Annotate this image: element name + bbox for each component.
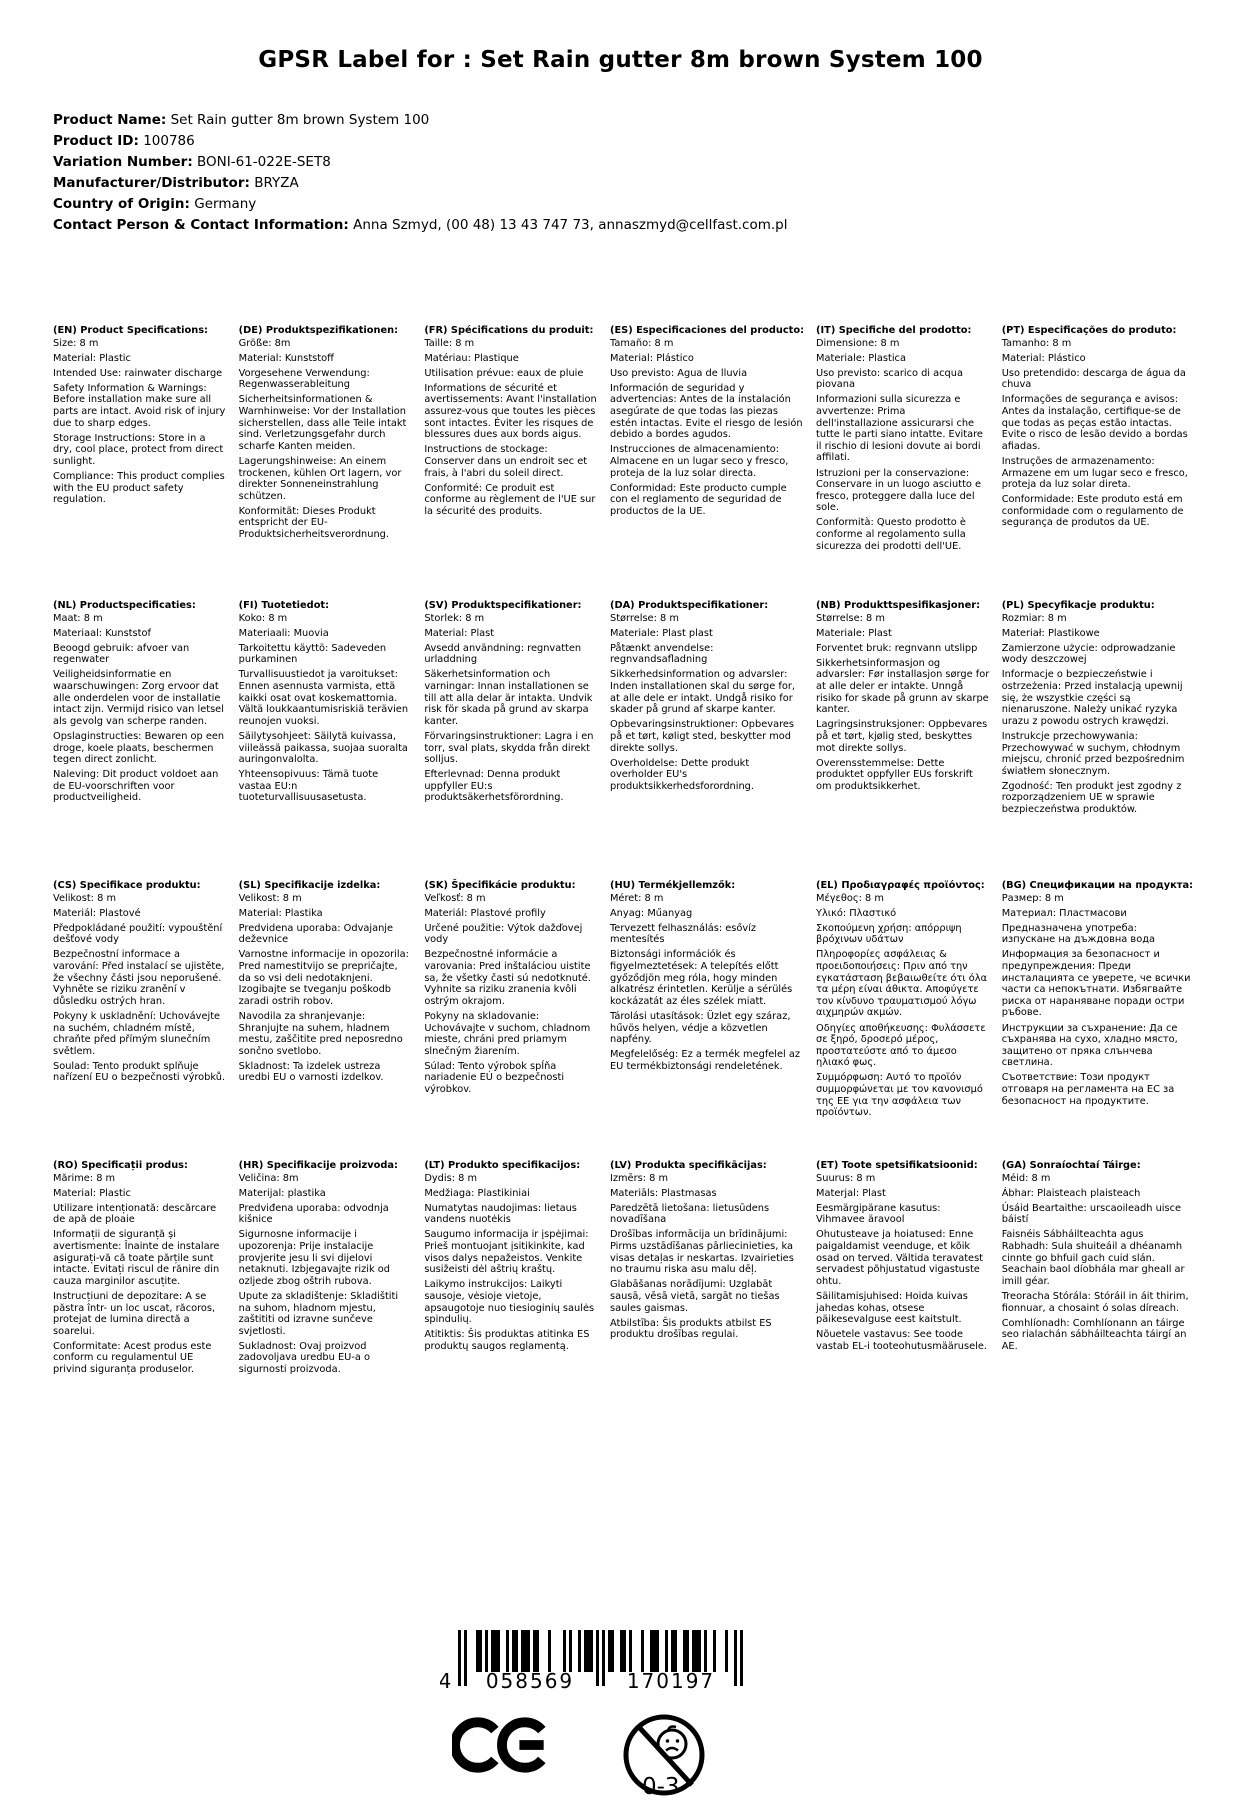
spec-line: Materiale: Plastica	[816, 352, 906, 364]
spec-line: Dimensione: 8 m	[816, 337, 900, 349]
barcode-bar	[713, 1630, 716, 1672]
spec-line: Информация за безопасност и предупреждения: Преди инсталацията се уверете, че всички части са непокътнати. Избягвайте риска от нараняване поради остри ръбове.	[1001, 949, 1191, 1019]
spec-line: Soulad: Tento produkt splňuje nařízení EU o bezpečnosti výrobků.	[53, 1060, 226, 1084]
product-info	[53, 110, 1241, 236]
barcode-bar	[578, 1630, 581, 1672]
spec-cell-da	[610, 600, 804, 880]
product-info-row	[53, 110, 1241, 131]
spec-line: Veiligheidsinformatie en waarschuwingen: Zorg ervoor dat alle onderdelen voor de installatie intact zijn. Vermijd risico van letsel als gevolg van scherpe randen.	[53, 669, 224, 727]
spec-line: Glabāšanas norādījumi: Uzglabāt sausā, vēsā vietā, sargāt no tiešas saules gaismas.	[609, 1279, 780, 1314]
spec-cell-fr	[424, 325, 598, 600]
barcode-bar	[497, 1630, 500, 1672]
spec-cell-es	[610, 325, 804, 600]
spec-line: Predvidena uporaba: Odvajanje deževnice	[238, 922, 394, 946]
spec-line: Efterlevnad: Denna produkt uppfyller EU:s produktsäkerhetsförordning.	[424, 769, 564, 804]
spec-line: Treoracha Stórála: Stóráil in áit thirim, fionnuar, a chosaint ó solas díreach.	[1001, 1290, 1189, 1314]
spec-line: Opbevaringsinstruktioner: Opbevares på et tørt, køligt sted, beskytter mod direkte sollys.	[609, 719, 795, 754]
barcode-bar	[494, 1630, 497, 1672]
barcode-bar	[536, 1630, 539, 1672]
spec-header: (BG) Спецификации на продукта:	[1001, 880, 1193, 891]
spec-line: Anyag: Műanyag	[609, 907, 693, 919]
spec-cell-it	[816, 325, 990, 600]
spec-cell-lv	[610, 1160, 804, 1379]
spec-line: Instructions de stockage: Conserver dans un endroit sec et frais, à l'abri du soleil direct.	[424, 444, 588, 479]
spec-line: Säilytysohjeet: Säilytä kuivassa, viileässä paikassa, suojaa suoralta auringonvalolta.	[238, 730, 408, 766]
spec-cell-pl	[1002, 600, 1193, 880]
barcode-bar	[650, 1630, 653, 1672]
spec-line: Förvaringsinstruktioner: Lagra i en torr, sval plats, skydda från direkt solljus.	[424, 730, 594, 766]
spec-line: Materijal: plastika	[238, 1187, 326, 1199]
spec-line: Předpokládané použití: vypouštění dešťové vody	[53, 922, 223, 946]
barcode-bar	[458, 1630, 461, 1686]
barcode-bar	[464, 1630, 467, 1686]
spec-line: Materiale: Plast	[816, 627, 892, 639]
barcode-bar	[674, 1630, 677, 1672]
spec-cell-sl	[239, 880, 413, 1160]
spec-grid	[53, 325, 1193, 1379]
spec-cell-hu	[610, 880, 804, 1160]
spec-line: Uso previsto: Agua de lluvia	[609, 367, 748, 379]
barcode-bar	[653, 1630, 656, 1672]
spec-cell-hr	[239, 1160, 413, 1379]
barcode-bar	[686, 1630, 689, 1672]
spec-line: Storage Instructions: Store in a dry, cool place, protect from direct sunlight.	[53, 432, 224, 467]
product-info-row	[53, 173, 1241, 194]
spec-line: Instrucciones de almacenamiento: Almacene en un lugar seco y fresco, proteja de la luz solar directa.	[609, 444, 789, 479]
spec-line: Tamanho: 8 m	[1001, 337, 1072, 349]
spec-line: Υλικό: Πλαστικό	[816, 907, 897, 919]
spec-cell-nl	[53, 600, 227, 880]
spec-line: Informacje o bezpieczeństwie i ostrzeżenia: Przed instalacją upewnij się, że wszystkie części są nienaruszone. Należy unikać ryzyka urazu z powodu ostrych krawędzi.	[1001, 669, 1183, 727]
spec-cell-el	[816, 880, 990, 1160]
spec-header: (GA) Sonraíochtaí Táirge:	[1001, 1160, 1141, 1171]
spec-header: (FR) Spécifications du produit:	[424, 325, 594, 336]
product-info-label: Country of Origin:	[53, 196, 190, 212]
spec-line: Sigurnosne informacije i upozorenja: Prije instalacije provjerite jesu li svi dijelovi netaknuti. Izbjegavajte rizik od ozljede zbog oštrih rubova.	[238, 1229, 390, 1287]
spec-line: Materiāls: Plastmasas	[609, 1187, 717, 1199]
spec-line: Størrelse: 8 m	[816, 612, 885, 624]
spec-line: Numatytas naudojimas: lietaus vandens nuotėkis	[424, 1202, 577, 1226]
spec-line: Informazioni sulla sicurezza e avvertenze: Prima dell'installazione assicurarsi che tutte le parti siano intatte. Evitare il rischio di lesioni dovute ai bordi affilati.	[816, 394, 983, 464]
spec-line: Materiaali: Muovia	[238, 627, 329, 639]
barcode-bar	[620, 1630, 623, 1672]
barcode-bar	[734, 1630, 737, 1686]
age-warning-label: 0-3	[642, 1774, 680, 1800]
spec-cell-sv	[424, 600, 598, 880]
product-info-row	[53, 215, 1241, 236]
spec-line: Størrelse: 8 m	[609, 612, 679, 624]
spec-header: (EL) Προδιαγραφές προϊόντος:	[816, 880, 985, 891]
spec-line: Πληροφορίες ασφάλειας & προειδοποιήσεις: Πριν από την εγκατάσταση βεβαιωθείτε ότι όλα τα μέρη είναι άθικτα. Αποφύγετε τον κίνδυνο τραυματισμού λόγω αιχμηρών ακμών.	[816, 949, 988, 1019]
spec-line: Material: Kunststoff	[238, 352, 334, 364]
spec-line: Предназначена употреба: изпускане на дъждовна вода	[1001, 922, 1155, 946]
spec-header: (SK) Špecifikácie produktu:	[424, 880, 576, 891]
spec-line: Material: Plastic	[53, 1187, 131, 1199]
spec-line: Compliance: This product complies with the EU product safety regulation.	[53, 471, 225, 506]
spec-line: Инструкции за съхранение: Да се съхранява на сухо, хладно място, защитено от пряка слънчева светлина.	[1001, 1022, 1178, 1069]
spec-line: Saugumo informacija ir įspėjimai: Prieš montuojant įsitikinkite, kad visos dalys nepažeistos. Venkite susižeisti dėl aštrių kraštų.	[424, 1229, 589, 1276]
spec-header: (IT) Specifiche del prodotto:	[816, 325, 972, 336]
spec-line: Megfelelőség: Ez a termék megfelel az EU termékbiztonsági rendeletének.	[609, 1049, 801, 1072]
spec-cell-ga	[1002, 1160, 1193, 1379]
spec-line: Conformité: Ce produit est conforme au règlement de l'UE sur la sécurité des produits.	[424, 482, 596, 517]
spec-cell-cs	[53, 880, 227, 1160]
spec-line: Méret: 8 m	[609, 892, 664, 904]
spec-line: Eesmärgipärane kasutus: Vihmavee äravool	[816, 1202, 941, 1226]
spec-cell-bg	[1002, 880, 1193, 1160]
spec-line: Μέγεθος: 8 m	[816, 892, 884, 904]
spec-cell-lt	[424, 1160, 598, 1379]
gpsr-label-page	[0, 47, 1241, 1800]
spec-cell-de	[239, 325, 413, 600]
spec-header: (PT) Especificações do produto:	[1001, 325, 1177, 336]
product-info-label: Contact Person & Contact Information:	[53, 217, 349, 233]
spec-line: Mărime: 8 m	[53, 1172, 116, 1184]
spec-line: Utilisation prévue: eaux de pluie	[424, 367, 584, 379]
spec-line: Materiał: Plastikowe	[1001, 627, 1100, 639]
barcode-bar	[671, 1630, 674, 1672]
barcode-digits: 058569	[485, 1669, 575, 1692]
spec-line: Bezpečnostní informace a varování: Před instalací se ujistěte, že všechny části jsou neporušené. Vyhněte se riziku zranění v důsledku ostrých hran.	[53, 949, 225, 1007]
barcode-bar	[590, 1630, 593, 1672]
spec-line: Material: Plastic	[53, 352, 131, 364]
barcode-bar	[524, 1630, 527, 1672]
spec-line: Informații de siguranță și avertismente: Înainte de instalare asigurați-vă că toate părțile sunt intacte. Evitați riscul de rănire din cauza marginilor ascuțite.	[53, 1229, 220, 1287]
spec-line: Velikost: 8 m	[238, 892, 302, 904]
spec-line: Conformità: Questo prodotto è conforme al regolamento sulla sicurezza dei prodotti dell'UE.	[816, 517, 966, 552]
spec-line: Σκοπούμενη χρήση: απόρριψη βρόχινων υδάτων	[816, 922, 962, 946]
spec-line: Conformidad: Este producto cumple con el reglamento de seguridad de productos de la UE.	[609, 482, 787, 517]
spec-line: Overensstemmelse: Dette produktet oppfyller EUs forskrift om produktsikkerhet.	[816, 757, 973, 792]
spec-line: Turvallisuustiedot ja varoitukset: Ennen asennusta varmista, että kaikki osat ovat koskemattomia. Vältä loukkaantumisriskiä terävien reunojen vuoksi.	[238, 669, 409, 727]
spec-line: Veľkosť: 8 m	[424, 892, 486, 904]
bottom-marks	[440, 1630, 780, 1802]
spec-line: Intended Use: rainwater discharge	[53, 367, 223, 379]
spec-line: Forventet bruk: regnvann utslipp	[816, 642, 978, 654]
barcode-digits: 170197	[626, 1669, 716, 1692]
barcode-bar	[665, 1630, 668, 1672]
spec-line: Conformitate: Acest produs este conform cu regulamentul UE privind siguranța produselor.	[53, 1340, 212, 1375]
spec-line: Beoogd gebruik: afvoer van regenwater	[53, 642, 190, 666]
spec-line: Materiál: Plastové profily	[424, 907, 546, 919]
spec-line: Размер: 8 m	[1001, 892, 1064, 904]
marks-row	[440, 1708, 780, 1802]
barcode-bar	[704, 1630, 707, 1672]
barcode-bar	[692, 1630, 695, 1672]
spec-line: Predviđena uporaba: odvodnja kišnice	[238, 1202, 389, 1226]
product-info-value: BONI-61-022E-SET8	[197, 154, 331, 170]
product-info-row	[53, 194, 1241, 215]
spec-line: Naleving: Dit product voldoet aan de EU-voorschriften voor productveiligheid.	[53, 769, 219, 804]
spec-line: Zamierzone użycie: odprowadzanie wody deszczowej	[1001, 642, 1176, 666]
spec-line: Medžiaga: Plastikiniai	[424, 1187, 530, 1199]
spec-line: Comhlíonadh: Comhlíonann an táirge seo rialachán sábháilteachta táirgí an AE.	[1001, 1317, 1187, 1352]
spec-line: Materiale: Plast plast	[609, 627, 713, 639]
product-info-label: Variation Number:	[53, 154, 193, 170]
page-title: GPSR Label for : Set Rain gutter 8m brown System 100	[258, 47, 983, 73]
spec-line: Paredzētā lietošana: lietusūdens novadīšana	[609, 1202, 770, 1226]
barcode-bar	[527, 1630, 530, 1672]
spec-line: Varnostne informacije in opozorila: Pred namestitvijo se prepričajte, da so vsi deli nedotaknjeni. Izogibajte se tveganju poškodb zaradi ostrih robov.	[238, 949, 409, 1007]
spec-line: Taille: 8 m	[424, 337, 475, 349]
spec-header: (SL) Specifikacije izdelka:	[238, 880, 381, 891]
spec-header: (DA) Produktspecifikationer:	[609, 600, 769, 611]
barcode-bar	[476, 1630, 479, 1672]
product-info-value: Anna Szmyd, (00 48) 13 43 747 73, annaszmyd@cellfast.com.pl	[353, 217, 788, 233]
spec-header: (ET) Toote spetsifikatsioonid:	[816, 1160, 978, 1171]
spec-line: Sicherheitsinformationen & Warnhinweise: Vor der Installation sicherstellen, dass alle Teile intakt sind. Verletzungsgefahr durch scharfe Kanten meiden.	[238, 394, 407, 452]
barcode-digits: 4	[440, 1669, 454, 1692]
spec-line: Tarkoitettu käyttö: Sadeveden purkaminen	[238, 642, 387, 666]
spec-line: Säilitamisjuhised: Hoida kuivas jahedas kohas, otsese päikesevalguse eest kaitstult.	[816, 1290, 968, 1326]
spec-header: (ES) Especificaciones del producto:	[609, 325, 805, 336]
spec-line: Conformidade: Este produto está em conformidade com o regulamento de segurança de produtos da UE.	[1001, 494, 1184, 529]
spec-line: Safety Information & Warnings: Before installation make sure all parts are intact. Avoid risk of injury due to sharp edges.	[53, 382, 226, 429]
barcode-bar	[512, 1630, 515, 1672]
barcode-bar	[629, 1630, 632, 1672]
spec-line: Tamaño: 8 m	[609, 337, 674, 349]
spec-line: Navodila za shranjevanje: Shranjujte na suhem, hladnem mestu, zaščitite pred neposredno sončno svetlobo.	[238, 1010, 403, 1057]
ce-mark-icon	[452, 1708, 552, 1782]
spec-header: (CS) Specifikace produktu:	[53, 880, 201, 891]
barcode-bar	[521, 1630, 524, 1672]
spec-line: Материал: Пластмасови	[1001, 907, 1127, 919]
spec-line: Informations de sécurité et avertissements: Avant l'installation assurez-vous que toutes les pièces sont intactes. Éviter les risques de blessures dues aux bords aigus.	[424, 382, 597, 441]
spec-line: Drošības informācija un brīdinājumi: Pirms uzstādīšanas pārliecinieties, ka visas detaļas ir neskartas. Izvairieties no traumu riska asu malu dēļ.	[609, 1229, 794, 1276]
product-info-value: BRYZA	[254, 175, 299, 191]
spec-header: (HU) Termékjellemzők:	[609, 880, 736, 891]
spec-line: Pokyny k uskladnění: Uchovávejte na suchém, chladném místě, chraňte před přímým slunečním světlem.	[53, 1010, 221, 1057]
spec-line: Faisnéis Sábháilteachta agus Rabhadh: Sula shuiteáil a dhéanamh cinnte go bhfuil gach cuid slán. Seachain baol díobhála mar gheall ar imill géar.	[1001, 1229, 1185, 1287]
spec-line: Lagringsinstruksjoner: Oppbevares på et tørt, kjølig sted, beskyttes mot direkte sollys.	[816, 719, 988, 754]
barcode-bar	[515, 1630, 518, 1672]
spec-line: Opslaginstructies: Bewaren op een droge, koele plaats, beschermen tegen direct zonlicht.	[53, 730, 225, 766]
spec-line: Uso pretendido: descarga de água da chuva	[1001, 367, 1186, 391]
spec-line: Dydis: 8 m	[424, 1172, 478, 1184]
spec-line: Zgodność: Ten produkt jest zgodny z rozporządzeniem UE w sprawie bezpieczeństwa produktów.	[1001, 780, 1182, 815]
spec-line: Material: Plast	[424, 627, 495, 639]
spec-line: Sukladnost: Ovaj proizvod zadovoljava uredbu EU-a o sigurnosti proizvoda.	[238, 1340, 370, 1375]
spec-line: Určené použitie: Výtok dažďovej vody	[424, 922, 583, 946]
spec-line: Säkerhetsinformation och varningar: Innan installationen se till att alla delar är intakta. Undvik risk för skada på grund av skarpa kanter.	[424, 669, 593, 727]
spec-line: Instruções de armazenamento: Armazene em um lugar seco e fresco, proteja da luz solar direta.	[1001, 455, 1188, 491]
spec-line: Nõuetele vastavus: See toode vastab EL-i tooteohutusmäärusele.	[816, 1329, 987, 1352]
product-info-value: 100786	[143, 133, 195, 149]
spec-line: Veličina: 8m	[238, 1172, 299, 1184]
spec-line: Съответствие: Този продукт отговаря на регламента на ЕС за безопасност на продуктите.	[1001, 1072, 1175, 1107]
spec-line: Biztonsági információk és figyelmeztetések: A telepítés előtt győződjön meg róla, hogy minden alkatrész érintetlen. Kerülje a sérülés kockázatát az éles szélek miatt.	[609, 949, 793, 1007]
spec-header: (DE) Produktspezifikationen:	[238, 325, 398, 336]
barcode-bar	[698, 1630, 701, 1672]
spec-header: (LV) Produkta specifikācijas:	[609, 1160, 767, 1171]
spec-line: Maat: 8 m	[53, 612, 103, 624]
spec-line: Sikkerhetsinformasjon og advarsler: Før installasjon sørge for at alle deler er intakte. Unngå risiko for skade på grunn av skarpe kanter.	[816, 657, 990, 716]
spec-line: Atbilstība: Šis produkts atbilst ES produktu drošības regulai.	[609, 1317, 772, 1341]
spec-header: (FI) Tuotetiedot:	[238, 600, 330, 611]
spec-line: Size: 8 m	[53, 337, 99, 349]
spec-line: Rozmiar: 8 m	[1001, 612, 1067, 624]
barcode-bar	[608, 1630, 611, 1672]
spec-cell-et	[816, 1160, 990, 1379]
spec-line: Upute za skladištenje: Skladištiti na suhom, hladnom mjestu, zaštititi od izravne sunčeve svjetlosti.	[238, 1290, 399, 1337]
product-info-label: Product Name:	[53, 112, 167, 128]
barcode-bar	[695, 1630, 698, 1672]
spec-line: Úsáid Beartaithe: urscaoileadh uisce báistí	[1001, 1202, 1182, 1226]
spec-line: Ohutusteave ja hoiatused: Enne paigaldamist veenduge, et kõik osad on terved. Vältida teravatest servadest põhjustatud vigastuste ohtu.	[816, 1229, 984, 1287]
spec-header: (NL) Productspecificaties:	[53, 600, 196, 611]
barcode-bar	[584, 1630, 587, 1672]
spec-line: Izmērs: 8 m	[609, 1172, 669, 1184]
spec-line: Información de seguridad y advertencias: Antes de la instalación asegúrate de que todas las piezas estén intactas. Evite el riesgo de lesión debido a bordes agudos.	[609, 382, 803, 441]
barcode-bar	[725, 1630, 728, 1672]
product-info-label: Product ID:	[53, 133, 139, 149]
spec-line: Materiál: Plastové	[53, 907, 141, 919]
spec-line: Οδηγίες αποθήκευσης: Φυλάσσετε σε ξηρό, δροσερό μέρος, προστατεύστε από το άμεσο ηλιακό φως.	[816, 1022, 986, 1069]
barcode-bar	[587, 1630, 590, 1672]
spec-line: Sikkerhedsinformation og advarsler: Inden installationen skal du sørge for, at alle dele er intakt. Undgå risiko for skader på grund af skarpe kanter.	[609, 669, 795, 716]
spec-cell-pt	[1002, 325, 1193, 600]
spec-line: Uso previsto: scarico di acqua piovana	[816, 367, 963, 391]
spec-line: Bezpečnostné informácie a varovania: Pred inštaláciou uistite sa, že všetky časti sú nedotknuté. Vyhnite sa riziku zranenia kvôli ostrým okrajom.	[424, 949, 591, 1007]
spec-cell-sk	[424, 880, 598, 1160]
spec-header: (RO) Specificații produs:	[53, 1160, 188, 1171]
spec-line: Yhteensopivuus: Tämä tuote vastaa EU:n tuoteturvallisuusasetusta.	[238, 769, 379, 804]
spec-line: Velikost: 8 m	[53, 892, 116, 904]
spec-cell-ro	[53, 1160, 227, 1379]
barcode-bar	[623, 1630, 626, 1672]
spec-line: Laikymo instrukcijos: Laikyti sausoje, vėsioje vietoje, apsaugotoje nuo tiesioginių saulės spindulių.	[424, 1279, 595, 1326]
spec-line: Material: Plástico	[609, 352, 694, 364]
spec-header: (NB) Produkttspesifikasjoner:	[816, 600, 981, 611]
spec-line: Atitiktis: Šis produktas atitinka ES produktų saugos reglamentą.	[424, 1329, 590, 1352]
barcode-bar	[533, 1630, 536, 1672]
spec-line: Tervezett felhasználás: esővíz mentesítés	[609, 922, 757, 946]
product-info-label: Manufacturer/Distributor:	[53, 175, 250, 191]
product-info-value: Set Rain gutter 8m brown System 100	[170, 112, 430, 128]
spec-line: Overholdelse: Dette produkt overholder EU's produktsikkerhedsforordning.	[609, 757, 755, 792]
spec-cell-nb	[816, 600, 990, 880]
spec-line: Istruzioni per la conservazione: Conservare in un luogo asciutto e fresco, proteggere dalla luce del sole.	[816, 467, 982, 514]
spec-line: Påtænkt anvendelse: regnvandsafladning	[609, 642, 714, 666]
spec-line: Instrucțiuni de depozitare: A se păstra într- un loc uscat, răcoros, protejat de lumina directă a soarelui.	[53, 1290, 216, 1337]
barcode-bar	[506, 1630, 509, 1672]
barcode-bar	[569, 1630, 572, 1672]
barcode-bar	[485, 1630, 488, 1672]
barcode-bar	[641, 1630, 644, 1672]
spec-line: Material: Plastika	[238, 907, 323, 919]
spec-header: (PL) Specyfikacje produktu:	[1001, 600, 1155, 611]
spec-line: Pokyny na skladovanie: Uchovávajte v suchom, chladnom mieste, chráni pred priamym slnečným žiarením.	[424, 1010, 591, 1057]
barcode-bar	[596, 1630, 599, 1686]
spec-line: Ábhar: Plaisteach plaisteach	[1001, 1187, 1141, 1199]
product-info-row	[53, 152, 1241, 173]
spec-line: Storlek: 8 m	[424, 612, 485, 624]
spec-header: (LT) Produkto specifikacijos:	[424, 1160, 581, 1171]
spec-line: Matériau: Plastique	[424, 352, 519, 364]
ean13-barcode	[440, 1630, 750, 1692]
spec-line: Súlad: Tento výrobok spĺňa nariadenie EÚ o bezpečnosti výrobkov.	[424, 1060, 565, 1095]
spec-line: Méid: 8 m	[1001, 1172, 1051, 1184]
spec-line: Avsedd användning: regnvatten urladdning	[424, 642, 582, 666]
barcode-bar	[548, 1630, 551, 1672]
barcode-bar	[602, 1630, 605, 1686]
spec-line: Skladnost: Ta izdelek ustreza uredbi EU o varnosti izdelkov.	[238, 1060, 384, 1084]
spec-line: Lagerungshinweise: An einem trockenen, kühlen Ort lagern, vor direkter Sonneneinstrahlung schützen.	[238, 455, 402, 502]
spec-line: Informações de segurança e avisos: Antes da instalação, certifique-se de que todas as peças estão intactas. Evite o risco de lesão devido a bordas afiadas.	[1001, 394, 1188, 452]
age-warning-0-3-icon	[622, 1708, 706, 1802]
spec-line: Koko: 8 m	[238, 612, 288, 624]
spec-header: (HR) Specifikacije proizvoda:	[238, 1160, 398, 1171]
spec-cell-en	[53, 325, 227, 600]
spec-line: Konformität: Dieses Produkt entspricht der EU-Produktsicherheitsverordnung.	[238, 505, 390, 540]
barcode-bar	[563, 1630, 566, 1672]
spec-line: Materjal: Plast	[816, 1187, 886, 1199]
spec-cell-fi	[239, 600, 413, 880]
spec-header: (EN) Product Specifications:	[53, 325, 208, 336]
barcode-bar	[491, 1630, 494, 1672]
spec-line: Συμμόρφωση: Αυτό το προϊόν συμμορφώνεται με τον κανονισμό της ΕΕ για την ασφάλεια των προϊόντων.	[816, 1072, 983, 1119]
barcode-bar	[683, 1630, 686, 1672]
spec-line: Utilizare intenționată: descărcare de apă de ploaie	[53, 1202, 217, 1226]
spec-line: Materiaal: Kunststof	[53, 627, 151, 639]
product-info-value: Germany	[194, 196, 257, 212]
spec-line: Suurus: 8 m	[816, 1172, 876, 1184]
product-info-row	[53, 131, 1241, 152]
spec-line: Größe: 8m	[238, 337, 291, 349]
spec-line: Tárolási utasítások: Üzlet egy száraz, hűvös helyen, védje a közvetlen napfény.	[609, 1010, 791, 1046]
spec-line: Vorgesehene Verwendung: Regenwasserableitung	[238, 367, 370, 391]
barcode-bar	[611, 1630, 614, 1672]
spec-line: Instrukcje przechowywania: Przechowywać w suchym, chłodnym miejscu, chronić przed bezpośrednim światłem słonecznym.	[1001, 730, 1185, 777]
spec-line: Material: Plástico	[1001, 352, 1086, 364]
barcode-bar	[740, 1630, 743, 1686]
spec-header: (SV) Produktspecifikationer:	[424, 600, 582, 611]
barcode-bar	[479, 1630, 482, 1672]
barcode-bar	[656, 1630, 659, 1672]
